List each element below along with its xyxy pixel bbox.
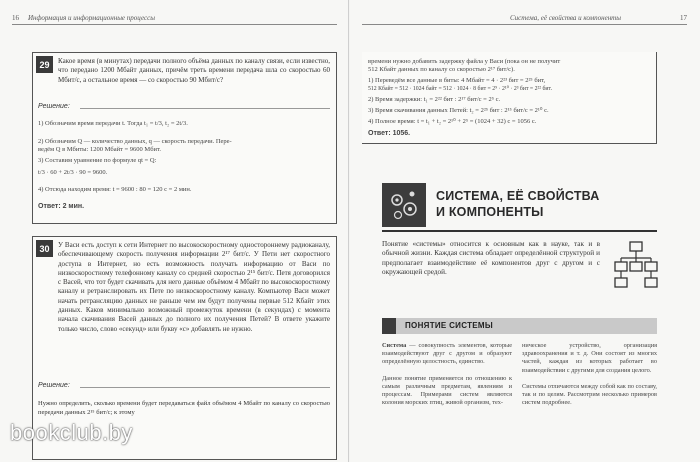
text-column-1-body: — совокупность элементов, которые взаимодействуют друг с другом и образуют определённую целостность, единство. Данное понятие применяется по отношению к самым различным предметам, явлениям и процессам. Примерами систем являются колония морских птиц, живой организм, тех- — [382, 342, 512, 407]
chapter-title-line-2: И КОМПОНЕНТЫ — [436, 205, 544, 219]
chapter-rule — [382, 230, 657, 232]
task-30-number: 30 — [36, 240, 53, 257]
right-page-number: 17 — [680, 14, 687, 22]
task-29-number: 29 — [36, 56, 53, 73]
continuation-line-2: 512 Кбайт данных по каналу со скоростью 2¹⁷ бит/с). — [368, 66, 515, 73]
task-29-equation: t/3 · 60 + 2t/3 · 90 = 9600. — [38, 169, 108, 176]
chapter-title — [436, 188, 600, 220]
section-mark — [382, 318, 396, 334]
continuation-step-4: 4) Полное время: t = t₁ + t₂ = 2¹⁰ + 2⁵ = (1024 + 32) с = 1056 с. — [368, 118, 537, 125]
task-29-step-2b: ведём Q в Мбиты: 1200 Мбайт = 9600 Мбит. — [38, 146, 161, 153]
text-column-1 — [382, 342, 512, 408]
continuation-answer: Ответ: 1056. — [368, 130, 411, 137]
task-29-step-3: 3) Составим уравнение по формуле qt = Q: — [38, 157, 157, 164]
left-page-number: 16 — [12, 14, 19, 22]
task-29-step-2a: 2) Обозначим Q — количество данных, q — скорость передачи. Пере- — [38, 138, 232, 145]
continuation-step-1a: 1) Переведём все данные в биты: 4 Мбайт = 4 · 2²³ бит = 2²⁵ бит, — [368, 77, 546, 84]
task-29-solution-label: Решение: — [38, 103, 70, 110]
task-30-solution-rule — [80, 387, 330, 388]
task-30-solution-label: Решение: — [38, 382, 70, 389]
chapter-gears-icon — [382, 183, 426, 227]
text-column-2: ническое устройство, организация здравоохранения и т. д. Они состоят из многих частей, каждая из которых работает во взаимодействии с другими для создания целого. Системы отличаются между собой как по составу, так и по целям. Рассмотрим несколько примеров систем подробнее. — [522, 342, 657, 407]
left-page — [0, 0, 349, 462]
task-29-solution-rule — [80, 108, 330, 109]
left-running-head: Информация и информационные процессы — [28, 14, 155, 22]
hierarchy-diagram-icon — [614, 240, 658, 290]
task-30-text: У Васи есть доступ к сети Интернет по высокоскоростному одностороннему радиоканалу, обеспечивающему скорость получения информации 2¹⁷ бит/с. У Пети нет скоростного доступа в Интернет, но есть возможность получать информацию от Васи по низкоскоростному телефонному каналу со средней скоростью 2¹⁵ бит/с. Петя договорился с Васей, что тот будет скачивать для него данные объёмом 4 Мбайт по высокоскоростному каналу и ретранслировать их Пете по низкоскоростному каналу. Компьютер Васи может начать ретрансляцию данных не раньше чем им будут получены первые 512 Кбайт этих данных. Каков минимально возможный промежуток времени (в секундах) с момента начала скачивания Васей данных до полного их получения Петей? В ответе укажите только число, слово «секунд» или букву «с» добавлять не нужно. — [58, 241, 330, 333]
term-system: Система — [382, 342, 407, 349]
task-29-text: Какое время (в минутах) передачи полного объёма данных по каналу связи, если известно, что передано 1200 Мбайт данных, причём треть времени передача шла со скоростью 60 Мбит/с, а остальное время — со скоростью 90 Мбит/с? — [58, 57, 330, 84]
section-title: ПОНЯТИЕ СИСТЕМЫ — [405, 321, 494, 330]
continuation-step-1b: 512 Кбайт = 512 · 1024 байт = 512 · 1024 · 8 бит = 2⁹ · 2¹⁰ · 2³ бит = 2²² бит. — [368, 86, 553, 92]
watermark: bookclub.by — [10, 420, 133, 445]
task-30-solution-text: Нужно определить, сколько времени будет передаваться файл объёмом 4 Мбайт по каналу со скоростью передачи данных 2¹⁵ бит/с; к этому — [38, 400, 330, 416]
continuation-line-1: времени нужно добавить задержку файла у Васи (пока он не получит — [368, 58, 561, 65]
left-head-rule — [12, 24, 337, 25]
right-running-head: Система, её свойства и компоненты — [510, 14, 621, 22]
task-29-step-4: 4) Отсюда находим время: t = 9600 : 80 = 120 с = 2 мин. — [38, 186, 192, 193]
task-29-answer: Ответ: 2 мин. — [38, 203, 85, 210]
continuation-step-3: 3) Время скачивания данных Петей: t₂ = 2²⁵ бит : 2¹⁵ бит/с = 2¹⁰ с. — [368, 107, 549, 114]
right-head-rule — [362, 24, 687, 25]
intro-paragraph: Понятие «системы» относится к основным как в науке, так и в обычной жизни. Каждая система обладает определённой структурой и предполагает взаимодействие её компонентов друг с другом и с окружающей средой. — [382, 240, 600, 276]
chapter-title-line-1: СИСТЕМА, ЕЁ СВОЙСТВА — [436, 189, 600, 203]
continuation-step-2: 2) Время задержки: t₁ = 2²² бит : 2¹⁷ бит/с = 2⁵ с. — [368, 96, 501, 103]
task-29-step-1: 1) Обозначим время передачи t. Тогда t₁ = t/3, t₂ = 2t/3. — [38, 120, 188, 127]
